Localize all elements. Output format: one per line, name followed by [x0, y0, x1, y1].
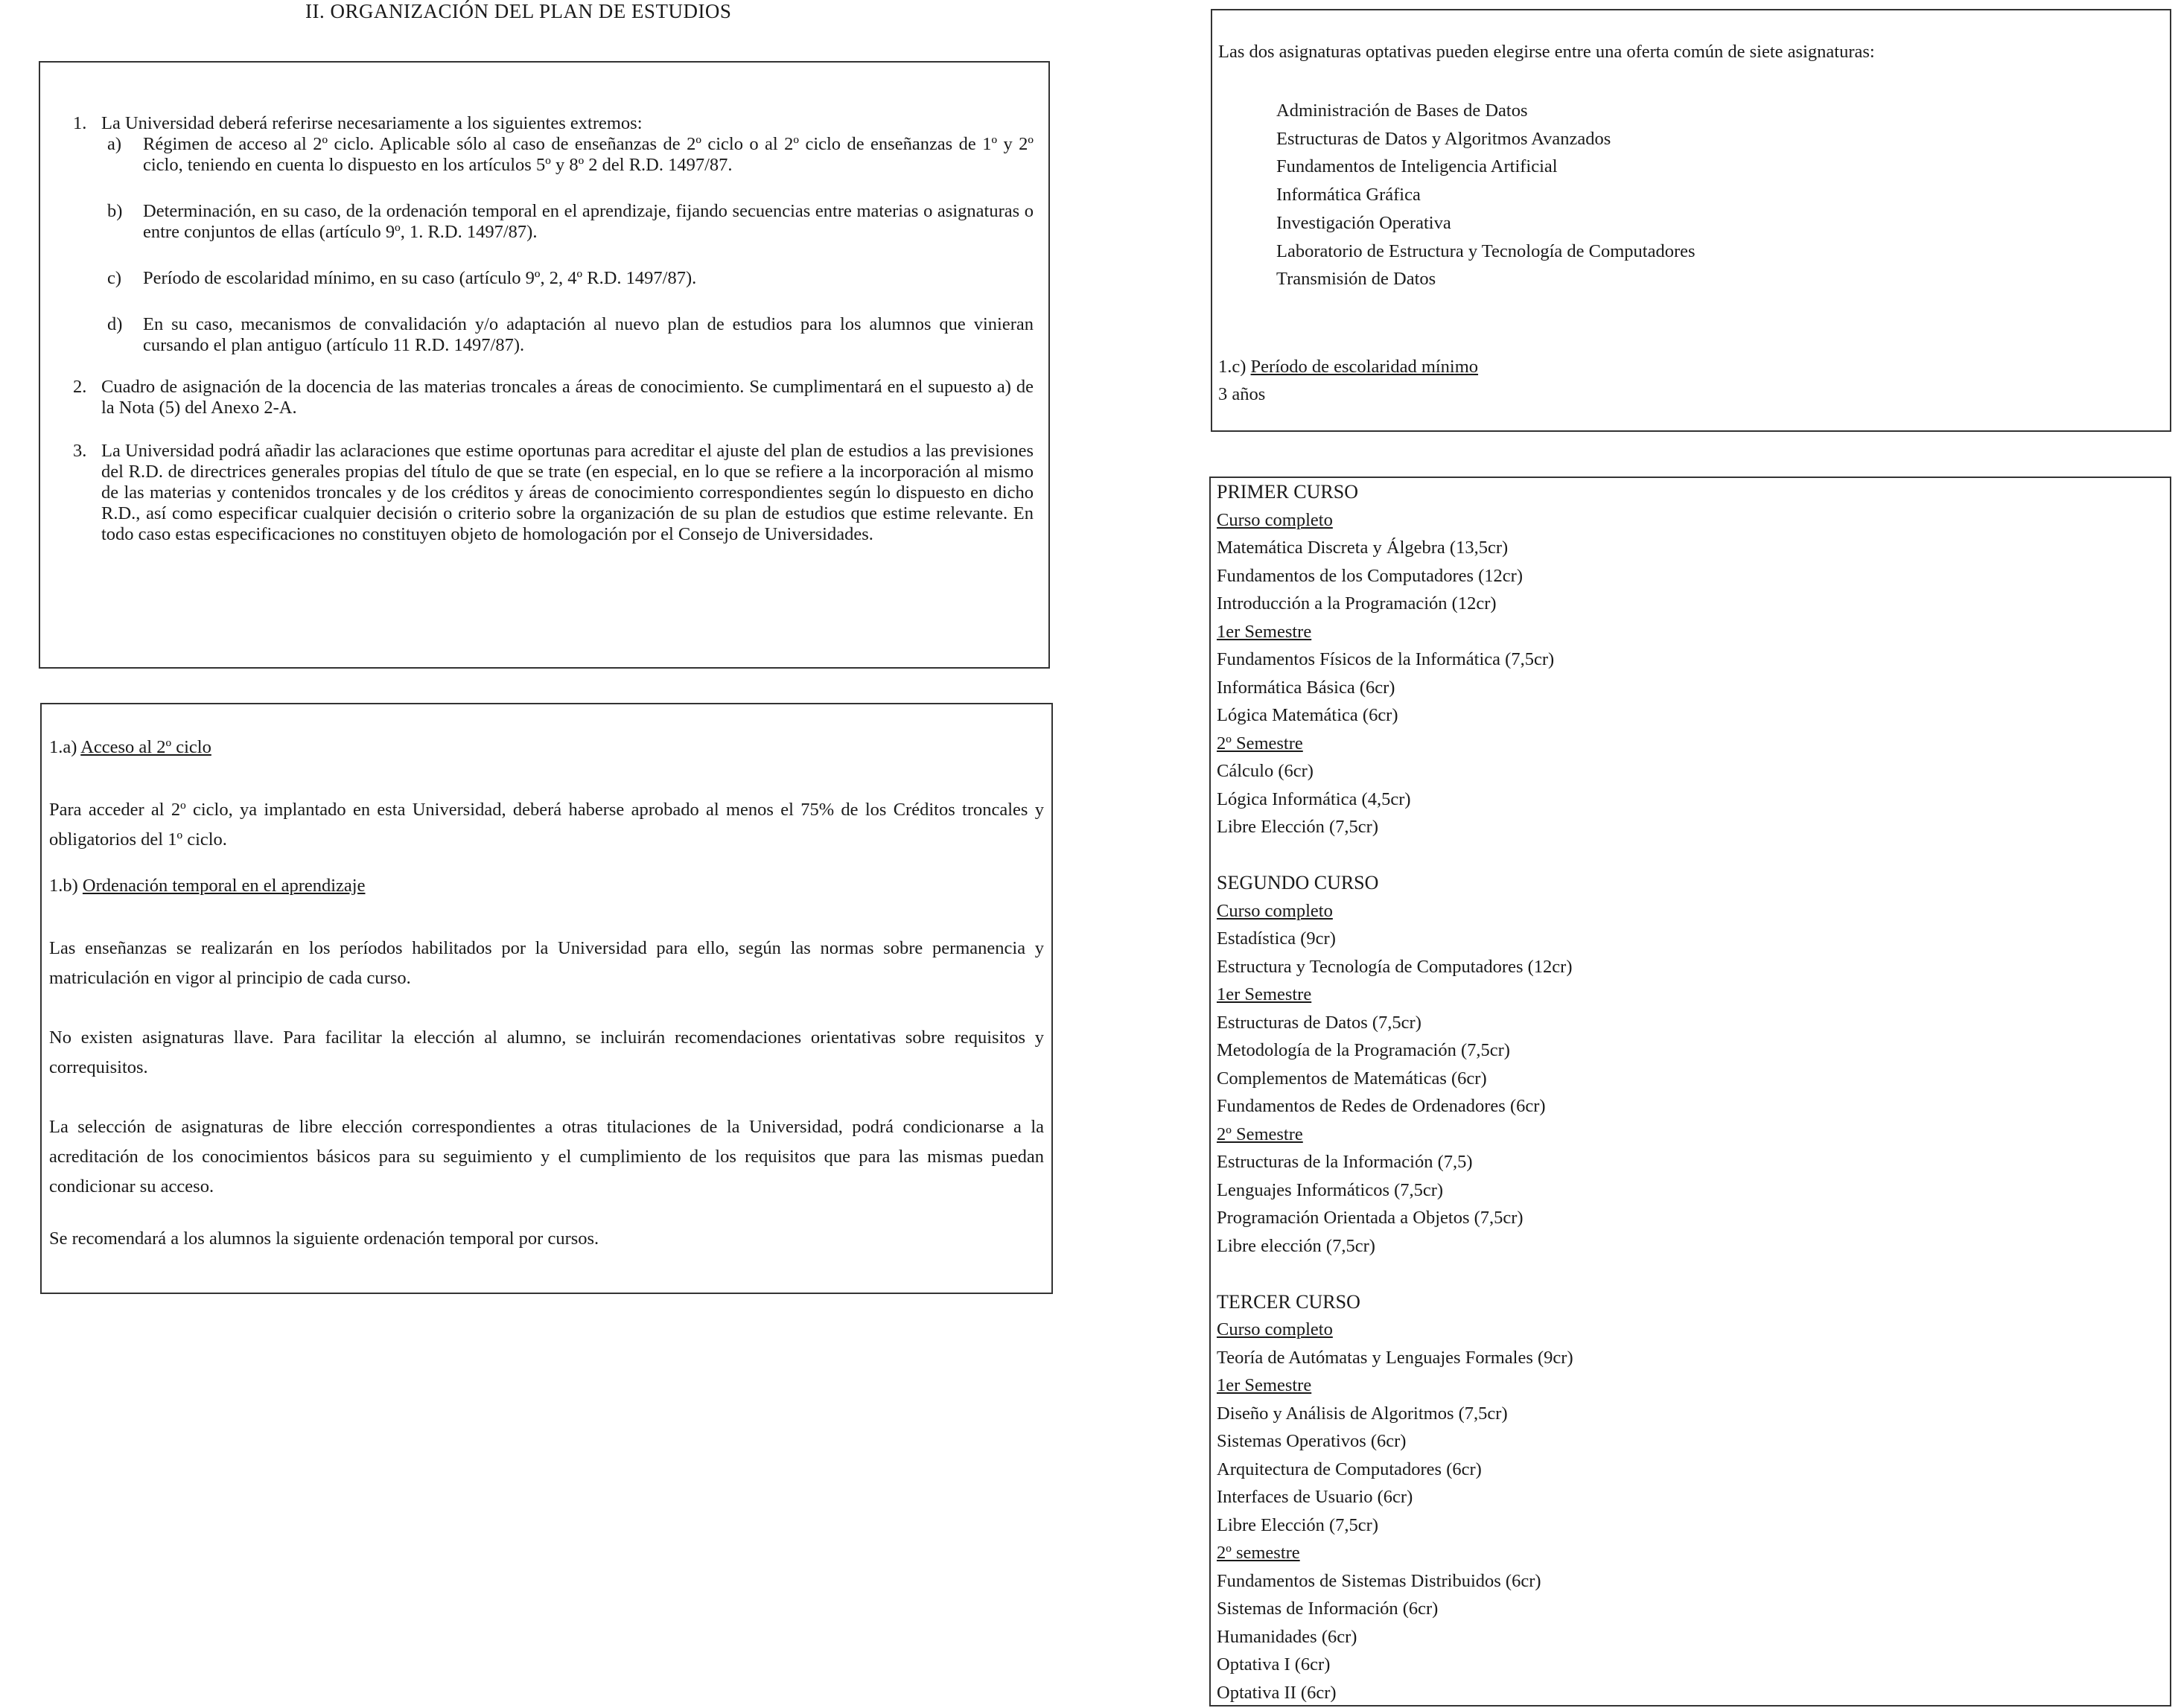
subject-item: Optativa II (6cr) — [1217, 1682, 1337, 1703]
semester-label: 2º Semestre — [1217, 733, 1303, 753]
subject-item: Teoría de Autómatas y Lenguajes Formales (9cr) — [1217, 1347, 1573, 1368]
course-title-second: SEGUNDO CURSO — [1217, 872, 1379, 893]
paragraph: Para acceder al 2º ciclo, ya implantado en esta Universidad, deberá haberse aprobado al menos el 75% de los Créditos troncales y obligatorios del 1º ciclo. — [49, 800, 1044, 850]
list-item: Transmisión de Datos — [1276, 269, 1436, 290]
paragraph: Las enseñanzas se realizarán en los períodos habilitados por la Universidad para ello, según las normas sobre permanencia y matriculación en vigor al principio de cada curso. — [49, 938, 1044, 988]
sub-item-a — [107, 134, 1034, 176]
subject-item: Lenguajes Informáticos (7,5cr) — [1217, 1179, 1444, 1200]
subject-item: Fundamentos de Redes de Ordenadores (6cr) — [1217, 1096, 1546, 1116]
item-number: 3. — [73, 441, 87, 461]
subject-item: Estadística (9cr) — [1217, 928, 1336, 949]
sub-item-b — [107, 201, 1034, 243]
subject-item: Lógica Informática (4,5cr) — [1217, 788, 1411, 809]
heading-prefix: 1.c) — [1218, 356, 1246, 377]
subject-item: Fundamentos de Sistemas Distribuidos (6cr) — [1217, 1570, 1541, 1591]
optativas-box — [1211, 9, 2171, 432]
sub-item-letter: d) — [107, 314, 123, 334]
subject-item: Estructuras de Datos (7,5cr) — [1217, 1012, 1421, 1033]
subject-item: Informática Básica (6cr) — [1217, 677, 1395, 698]
instructions-box — [39, 61, 1050, 669]
list-item: Administración de Bases de Datos — [1276, 101, 1528, 121]
paragraph: No existen asignaturas llave. Para facilitar la elección al alumno, se incluirán recomendaciones orientativas sobre requisitos y correquisitos. — [49, 1027, 1044, 1077]
subject-item: Lógica Matemática (6cr) — [1217, 705, 1398, 725]
subject-item: Humanidades (6cr) — [1217, 1626, 1357, 1647]
subject-item: Libre Elección (7,5cr) — [1217, 1514, 1378, 1535]
subject-item: Libre Elección (7,5cr) — [1217, 817, 1378, 837]
min-period-value: 3 años — [1218, 384, 1266, 405]
access-ordering-box — [40, 703, 1053, 1294]
course-title-first: PRIMER CURSO — [1217, 481, 1358, 503]
page-title: II. ORGANIZACIÓN DEL PLAN DE ESTUDIOS — [305, 0, 732, 22]
subject-item: Fundamentos Físicos de la Informática (7,5cr) — [1217, 649, 1555, 669]
paragraph: La selección de asignaturas de libre elección correspondientes a otras titulaciones de la Universidad, podrá condicionarse a la acreditación de los conocimientos básicos para su seguimiento y el cumplimiento de los requisitos que para las mismas puedan condicionar su acceso. — [49, 1117, 1044, 1196]
subject-item: Optativa I (6cr) — [1217, 1654, 1331, 1674]
subject-item: Interfaces de Usuario (6cr) — [1217, 1487, 1413, 1507]
heading-text: Período de escolaridad mínimo — [1250, 356, 1479, 377]
subject-item: Cálculo (6cr) — [1217, 761, 1314, 781]
section-heading-1a — [49, 737, 1044, 758]
subject-item: Complementos de Matemáticas (6cr) — [1217, 1068, 1487, 1089]
list-item: Estructuras de Datos y Algoritmos Avanzados — [1276, 128, 1611, 149]
subject-item: Sistemas Operativos (6cr) — [1217, 1431, 1407, 1451]
subject-item: Introducción a la Programación (12cr) — [1217, 593, 1497, 614]
heading-text: Ordenación temporal en el aprendizaje — [82, 876, 366, 896]
subject-item: Arquitectura de Computadores (6cr) — [1217, 1459, 1482, 1479]
semester-label: 2º semestre — [1217, 1543, 1300, 1563]
list-item: Informática Gráfica — [1276, 185, 1421, 205]
item-text: Cuadro de asignación de la docencia de las materias troncales a áreas de conocimiento. Se cumplimentará en el supuesto a) de la Nota (5) del Anexo 2-A. — [101, 377, 1034, 418]
instruction-item-2 — [73, 377, 1042, 418]
heading-prefix: 1.a) — [49, 737, 77, 757]
optativas-list — [1276, 97, 2162, 293]
subject-item: Fundamentos de los Computadores (12cr) — [1217, 565, 1523, 586]
sub-item-text: En su caso, mecanismos de convalidación y/o adaptación al nuevo plan de estudios para los alumnos que vinieran cursando el plan antiguo (artículo 11 R.D. 1497/87). — [143, 314, 1034, 355]
full-year-label: Curso completo — [1217, 900, 1333, 921]
subject-item: Metodología de la Programación (7,5cr) — [1217, 1040, 1510, 1060]
subject-item: Sistemas de Información (6cr) — [1217, 1599, 1439, 1619]
sub-item-d — [107, 314, 1034, 356]
subject-item: Estructuras de la Información (7,5) — [1217, 1152, 1473, 1172]
list-item: Fundamentos de Inteligencia Artificial — [1276, 156, 1558, 177]
section-heading-1c — [1218, 353, 2162, 381]
semester-label: 1er Semestre — [1217, 984, 1312, 1004]
item-text: La Universidad podrá añadir las aclaraciones que estime oportunas para acreditar el ajuste del plan de estudios a las previsiones del R.D. de directrices generales propias del título de que se trate (en especial, en lo que se refiere a la incorporación al mismo de las materias y contenidos troncales y de los créditos y áreas de conocimiento correspondientes según lo dispuesto en dicho R.D., así como especificar cualquier decisión o criterio sobre la organización de su plan de estudios que estime relevante. En todo caso estas especificaciones no constituyen objeto de homologación por el Consejo de Universidades. — [101, 441, 1034, 544]
subject-item: Estructura y Tecnología de Computadores (12cr) — [1217, 956, 1573, 977]
optativas-intro: Las dos asignaturas optativas pueden elegirse entre una oferta común de siete asignaturas: — [1218, 42, 1875, 62]
sub-item-letter: b) — [107, 201, 123, 221]
course-plan-box — [1209, 477, 2171, 1707]
subject-item: Diseño y Análisis de Algoritmos (7,5cr) — [1217, 1403, 1508, 1424]
full-year-label: Curso completo — [1217, 509, 1333, 530]
subject-item: Libre elección (7,5cr) — [1217, 1235, 1375, 1256]
instruction-item-3 — [73, 441, 1042, 545]
paragraph: Se recomendará a los alumnos la siguiente ordenación temporal por cursos. — [49, 1229, 599, 1249]
sub-item-text: Régimen de acceso al 2º ciclo. Aplicable sólo al caso de enseñanzas de 2º ciclo o al 2º ciclo de enseñanzas de 1º y 2º ciclo, teniendo en cuenta lo dispuesto en los artículos 5º y 8º 2 del R.D. 1497/87. — [143, 134, 1034, 175]
semester-label: 2º Semestre — [1217, 1124, 1303, 1144]
sub-item-text: Determinación, en su caso, de la ordenación temporal en el aprendizaje, fijando secuencias entre materias o asignaturas o entre conjuntos de ellas (artículo 9º, 1. R.D. 1497/87). — [143, 201, 1034, 242]
subject-item: Matemática Discreta y Álgebra (13,5cr) — [1217, 538, 1509, 558]
full-year-label: Curso completo — [1217, 1319, 1333, 1339]
course-title-third: TERCER CURSO — [1217, 1290, 1360, 1313]
sub-item-text: Período de escolaridad mínimo, en su caso (artículo 9º, 2, 4º R.D. 1497/87). — [143, 268, 697, 288]
heading-prefix: 1.b) — [49, 876, 78, 896]
section-heading-1b — [49, 876, 1044, 896]
sub-item-letter: a) — [107, 134, 122, 154]
heading-text: Acceso al 2º ciclo — [80, 737, 211, 757]
sub-item-letter: c) — [107, 268, 122, 288]
sub-item-c — [107, 268, 1034, 289]
item-text: La Universidad deberá referirse necesariamente a los siguientes extremos: — [101, 113, 643, 133]
item-number: 1. — [73, 113, 87, 133]
subject-item: Programación Orientada a Objetos (7,5cr) — [1217, 1208, 1523, 1228]
item-number: 2. — [73, 377, 87, 397]
semester-label: 1er Semestre — [1217, 1375, 1312, 1395]
list-item: Investigación Operativa — [1276, 212, 1451, 233]
semester-label: 1er Semestre — [1217, 621, 1312, 642]
instruction-item-1 — [73, 113, 1042, 134]
list-item: Laboratorio de Estructura y Tecnología de Computadores — [1276, 240, 1696, 261]
